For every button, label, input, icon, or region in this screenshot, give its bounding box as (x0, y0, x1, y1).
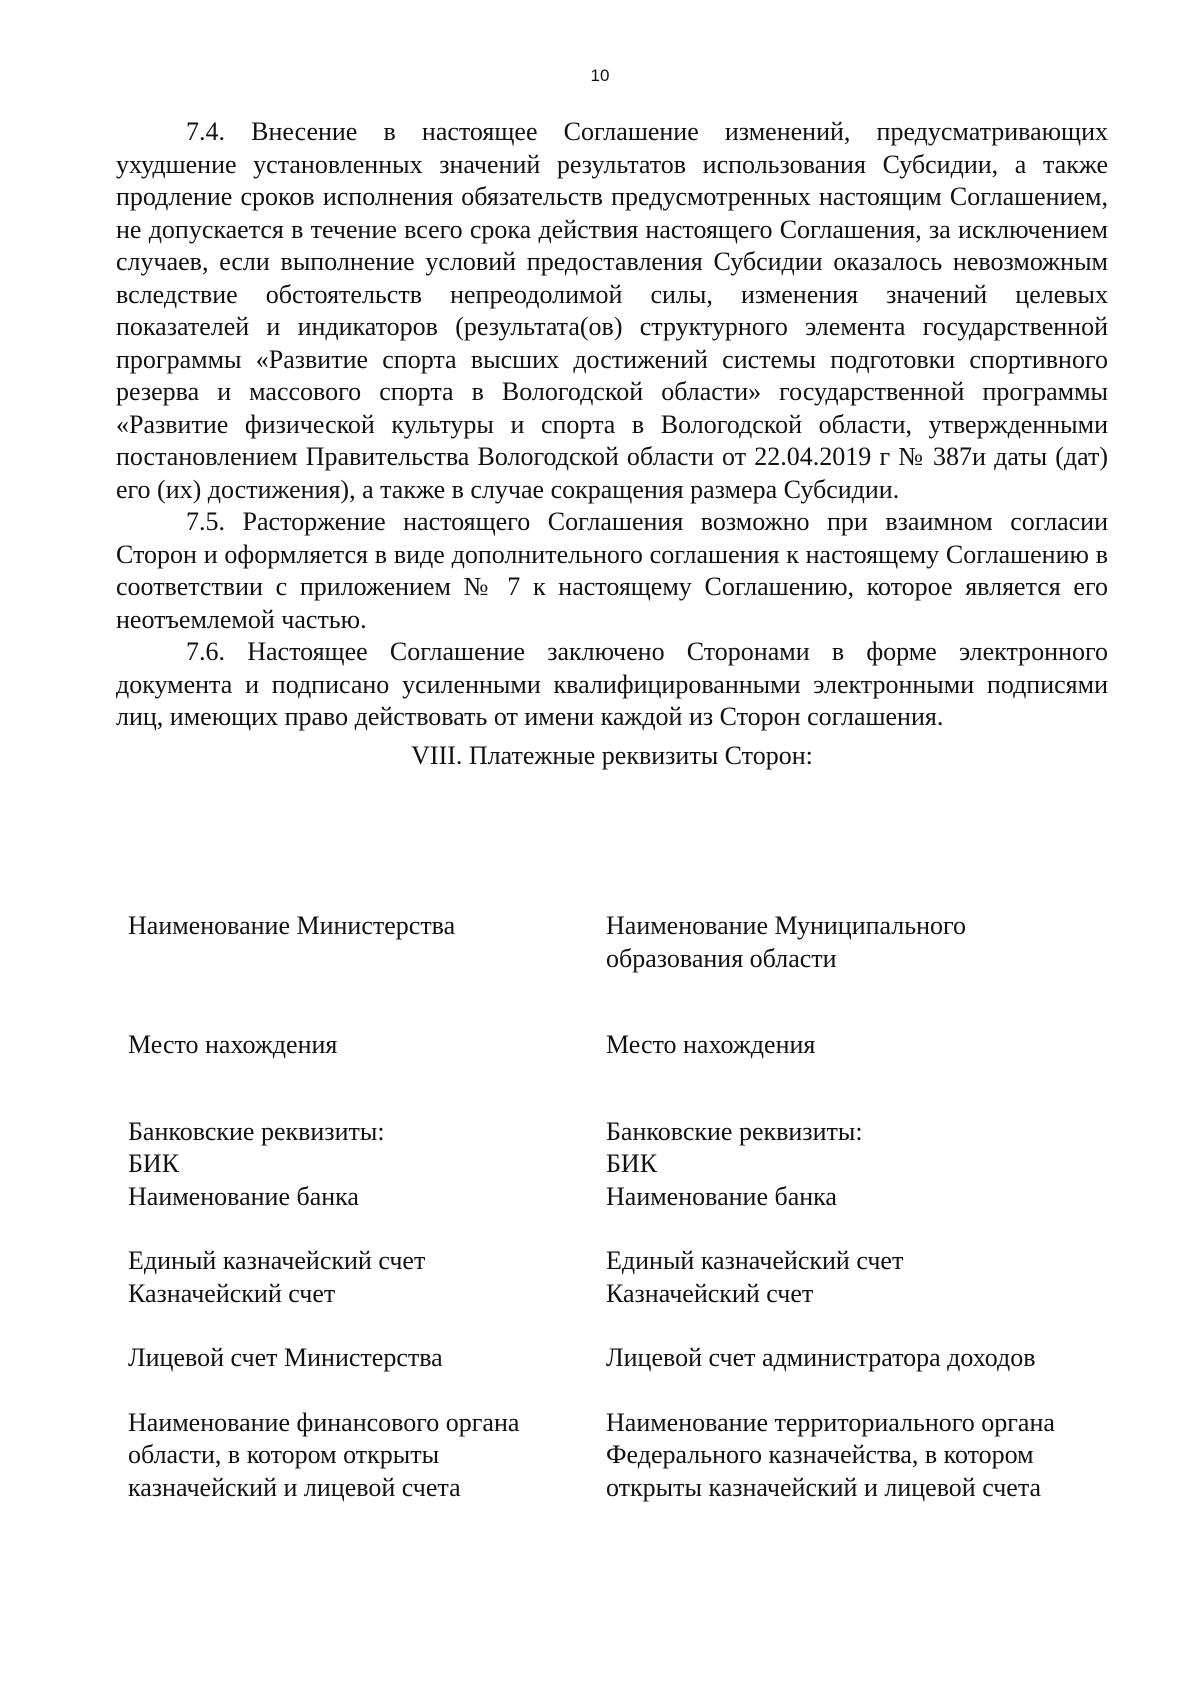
treasury-org-line-2: Федерального казначейства, в котором (606, 1440, 1034, 1469)
municipality-bank-name-label: Наименование банка (606, 1181, 837, 1211)
ministry-location-label: Место нахождения (128, 1030, 338, 1059)
treasury-org-block (606, 1407, 1126, 1505)
ministry-requisites (128, 910, 568, 1504)
treasury-org-line-3: открыты казначейский и лицевой счета (606, 1472, 1042, 1502)
spacer (128, 1213, 568, 1245)
paragraph-7-4: 7.4. Внесение в настоящее Соглашение изменений, предусматривающих ухудшение установленных значений результатов использования Субсидии, а также продление сроков исполнения обязательств предусмотренных настоящим Соглашением, не допускается в течение всего срока действия настоящего Соглашения, за исключением случаев, если выполнение условий предоставления Субсидии оказалось невозможным вследствие обстоятельств непреодолимой силы, изменения значений целевых показателей и индикаторов (результата(ов) структурного элемента государственной программы «Развитие спорта высших достижений системы подготовки спортивного резерва и массового спорта в Вологодской области» государственной программы «Развитие физической культуры и спорта в Вологодской области, утвержденными постановлением Правительства Вологодской области от 22.04.2019 г № 387и даты (дат) его (их) достижения), а также в случае сокращения размера Субсидии. (116, 117, 1108, 504)
ministry-location-block (128, 1029, 568, 1062)
spacer (606, 1062, 1126, 1116)
municipality-name-line-2: образования области (606, 943, 837, 973)
ministry-accounts-block (128, 1245, 568, 1310)
municipality-bank-block (606, 1116, 1126, 1214)
spacer (128, 1375, 568, 1407)
paragraph-7-6: 7.6. Настоящее Соглашение заключено Сторонами в форме электронного документа и подписано усиленными квалифицированными электронными подписями лиц, имеющих право действовать от имени каждой из Сторон соглашения. (116, 637, 1108, 731)
municipality-requisites (606, 910, 1126, 1504)
municipality-personal-account-block (606, 1342, 1126, 1375)
document-body (116, 116, 1108, 772)
municipality-personal-account-label: Лицевой счет администратора доходов (606, 1343, 1036, 1372)
ministry-bank-header: Банковские реквизиты: (128, 1116, 385, 1146)
municipality-name-line-1: Наименование Муниципального (606, 911, 967, 940)
municipality-name-block (606, 910, 1126, 975)
ministry-finance-org-line-2: области, в котором открыты (128, 1440, 440, 1469)
ministry-finance-org-line-3: казначейский и лицевой счета (128, 1472, 461, 1502)
ministry-unified-account-label: Единый казначейский счет (128, 1246, 426, 1275)
municipality-location-block (606, 1029, 1126, 1062)
ministry-name-spacer (128, 943, 568, 976)
municipality-location-label: Место нахождения (606, 1030, 816, 1059)
page-number: 10 (590, 66, 610, 85)
ministry-bik-label: БИК (128, 1149, 180, 1178)
paragraph-7-5: 7.5. Расторжение настоящего Соглашения возможно при взаимном согласии Сторон и оформляется в виде дополнительного соглашения к настоящему Соглашению в соответствии с приложением № 7 к настоящему Соглашению, которое является его неотъемлемой частью. (116, 507, 1108, 634)
municipality-treasury-account-label: Казначейский счет (606, 1278, 814, 1308)
spacer (128, 1310, 568, 1342)
ministry-finance-org-block (128, 1407, 568, 1505)
municipality-bank-header: Банковские реквизиты: (606, 1116, 863, 1146)
municipality-bik-label: БИК (606, 1149, 658, 1178)
section-title: VIII. Платежные реквизиты Сторон: (411, 740, 813, 770)
ministry-name-block (128, 910, 568, 975)
ministry-personal-account-block (128, 1342, 568, 1375)
ministry-finance-org-line-1: Наименование финансового органа (128, 1407, 520, 1437)
municipality-unified-account-label: Единый казначейский счет (606, 1246, 904, 1275)
municipality-accounts-block (606, 1245, 1126, 1310)
ministry-bank-block (128, 1116, 568, 1214)
ministry-treasury-account-label: Казначейский счет (128, 1278, 336, 1308)
ministry-name-label: Наименование Министерства (128, 911, 456, 940)
spacer (606, 975, 1126, 1029)
spacer (128, 1062, 568, 1116)
spacer (606, 1213, 1126, 1245)
ministry-personal-account-label: Лицевой счет Министерства (128, 1343, 443, 1372)
ministry-bank-name-label: Наименование банка (128, 1181, 359, 1211)
treasury-org-line-1: Наименование территориального органа (606, 1407, 1055, 1437)
spacer (606, 1375, 1126, 1407)
spacer (128, 975, 568, 1029)
spacer (606, 1310, 1126, 1342)
